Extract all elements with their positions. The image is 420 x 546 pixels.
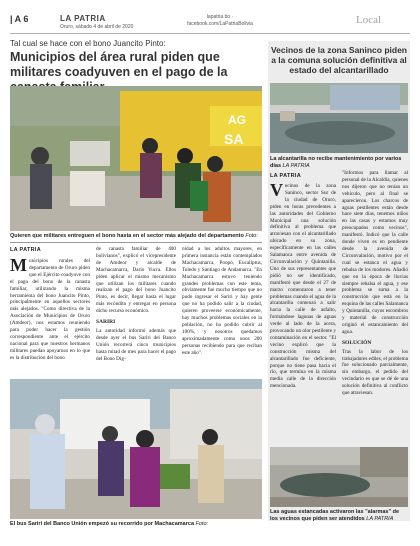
header-rule bbox=[10, 33, 410, 34]
photo-alcantarilla bbox=[270, 83, 408, 153]
sidebar-byline: LA PATRIA bbox=[270, 173, 302, 179]
sidebar-column-2: "Informos para llamar al personal de la Alcaldía, quienes nos dijeron que no tenían un vehículo, pero al final se aparecieron. Los charcos de aguas pestilentes están desde hace siete días, tenemos niños en las casas y estamos muy preocupados como vecinos", manifestó. Indicó que la calle donde viven es en pendiente desde la avenida de Circunvalación, motivo por el cual se estanca el agua y rebalsa de los modores. Añadió que en la época de lluvias siempre rebalsa el agua, y ese problema se suma a la construcción que está en la esquina de las calles Salamanca y Quintanilla, cuyos escombros y material de construcción originó el estancamiento del agua. SOLUCIÓN Tras la labor de los trabajadores ediles, el problema fue solucionado parcialmente, sin embargo, el pedido del vecindario es que se dé de una solución definitiva al conflicto que atraviesan. bbox=[342, 170, 408, 397]
photo-illustration bbox=[10, 379, 262, 519]
page-number: | A 6 bbox=[10, 14, 29, 24]
photo1-caption: Quieren que militares entreguen el bono hasta en el sector más alejado del departamento Foto: bbox=[10, 233, 258, 239]
sidebar-headline: Vecinos de la zona Saninco piden a la comuna solución definitiva al estado del alcantarillado bbox=[270, 45, 408, 75]
photo-sariri-bus bbox=[10, 379, 262, 519]
photo-stagnant-water bbox=[270, 447, 408, 507]
story-column-3: nidad a los adultos mayores, en primera instancia están contemplados Machacamarca, Poopó, Eucaliptus, Toledo y Santiago de Andamarca. "En Machacamarca estuvo teniendo grandes problemas con este tema, obviamente fue mucho tiempo que no pudo ingresar el Sariri y hay gente que no ha podido salir a la ciudad, quieren proveerse económicamente, hay muchos problemas sociales en la población, no ha podido cubrir al 100%, y nosotros quedamos aproximadamente como unos 200 personas recibiendo para que reciban este año". bbox=[182, 246, 262, 356]
social-links: lapatria.bo · facebook.com/LaPatriaBolivia bbox=[187, 14, 253, 27]
photo-illustration bbox=[270, 83, 408, 153]
headline: Municipios del área rural piden que militares coadyuven en el pago de la bbox=[10, 50, 228, 79]
svg-text:SA: SA bbox=[224, 131, 244, 147]
edition-date: Oruro, sábado 4 de abril de 2020 bbox=[60, 24, 134, 30]
divider bbox=[10, 242, 262, 243]
photo2-caption: El bus Sariri del Banco Unión empezó su recorrido por Machacamarca Foto: bbox=[10, 521, 209, 527]
byline: LA PATRIA bbox=[10, 247, 42, 253]
kicker: Tal cual se hace con el bono Juancito Pinto: bbox=[10, 39, 166, 48]
svg-text:AG: AG bbox=[228, 113, 246, 127]
story-column-2: de canasta familiar de 400 bolivianos", explicó el vicepresidente de Amdeor y alcalde de Machacamarca, Darío Yucra. Ellos piden aplicar el mismo mecanismo que utilizan los militares cuando realizan el pago del bono Juancito Pinto, es decir, llegar hasta el lugar más recóndito y entregar en persona dicho recurso económico. SARIRI La autoridad informó además que desde ayer el bus Sariri del Banco Unión recorrerá cinco municipios hasta mitad de mes para hacer el pago del Bono Dig- bbox=[96, 246, 176, 362]
sidebar-column-1: Vecinos de la zona Saninco, sector Sur de la ciudad de Oruro, piden en horas precedentes a las autoridades del Gobierno Municipal una solución definitiva al problema que atraviesan con el alcantarillado ubicado en su zona, específicamente en las calles Salamanca entre avenida de Circunvalación y Quintanilla. Uno de sus representantes que pidió no ser identificado, manifestó que desde el 27 de marzo comenzaron a tener problemas cuando el agua de la alcantarilla comenzó a salir hacia la calle de asfalto, formándose lagunas de aguas verde al lado de la acera, provocando un olor pestilente y contaminación en el sector. "El vecino explicó que la construcción misma del alcantarillado fue deficiente, porque no tiene pasa hacia el rio, que termina en la misma media calle de la dirección mencionada. bbox=[270, 183, 336, 390]
section-label: Local bbox=[356, 14, 382, 26]
story-column-1: Municipios rurales del departamento de Oruro piden que el Ejército coadyuve con el pago del bono de la canasta familiar, utilizando la misma herramienta del bono Juancito Pinto, principalmente en aquellos sectores más alejados. "Como directiva de la Asociación de Municipios de Oruro (Amdeor), nos estamos reuniendo para poder hacer la gestión correspondiente ante el ejército nacional para que nuestros hermanos militares puedan apoyarnos en lo que es la distribución del bono bbox=[10, 258, 90, 361]
brand-name: LA PATRIA bbox=[60, 14, 106, 23]
photo-illustration bbox=[10, 86, 262, 231]
photo-illustration bbox=[270, 447, 408, 507]
sidebar-photo2-caption: Las aguas estancadas activaron las "alarmas" de los vecinos que piden ser atendidos LA PATRIA bbox=[270, 509, 400, 522]
photo-bono-payment bbox=[10, 86, 262, 231]
sidebar-photo-caption: La alcantarilla no recibe mantenimiento por varios días LA PATRIA bbox=[270, 156, 402, 169]
